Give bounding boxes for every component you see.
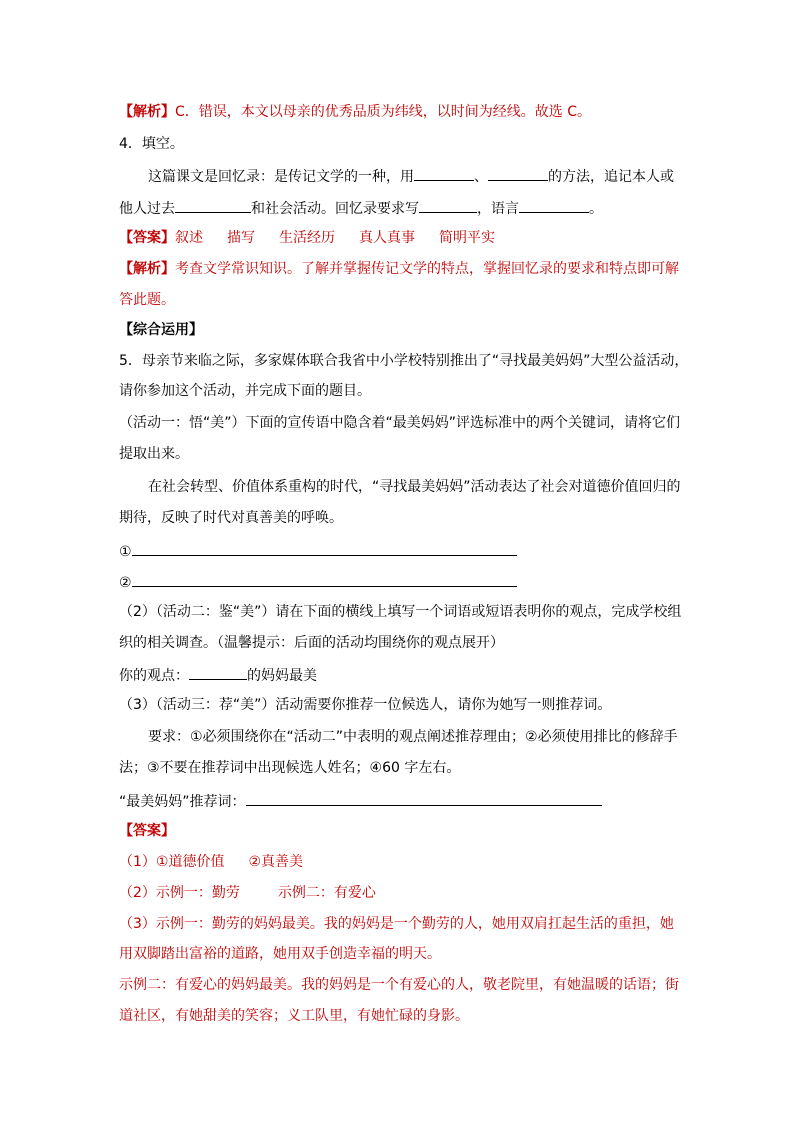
q5-blank1 <box>119 540 517 562</box>
q5-activity1-line1: （活动一：悟“美”）下面的宣传语中隐含着“最美妈妈”评选标准中的两个关键词，请将它们 <box>119 415 681 431</box>
q4-answer <box>119 228 495 248</box>
analysis-tag: 【解析】 <box>119 261 175 277</box>
recommend-blank[interactable] <box>246 790 602 806</box>
q5-answer3-line2: 用双脚踏出富裕的道路，她用双手创造幸福的明天。 <box>119 946 441 962</box>
answer-blank[interactable] <box>132 540 517 556</box>
q5-answer3-line1: （3）示例一：勤劳的妈妈最美。我的妈妈是一个勤劳的人，她用双肩扛起生活的重担，她 <box>119 916 674 932</box>
answer-blank[interactable] <box>419 197 477 213</box>
view-prefix: 你的观点： <box>119 668 189 684</box>
answer-tag: 【答案】 <box>119 230 175 246</box>
prompt-text: 他人过去 <box>119 201 175 217</box>
analysis-tag: 【解析】 <box>119 104 175 120</box>
q5-answer2 <box>119 883 376 903</box>
q5-answer3-line3: 示例二：有爱心的妈妈最美。我的妈妈是一个有爱心的人，敬老院里，有她温暖的话语；街 <box>119 977 679 993</box>
section-title: 【综合运用】 <box>119 322 203 338</box>
blank-label: ① <box>119 544 132 560</box>
q5-answer3-line4: 道社区，有她甜美的笑容；义工队里，有她忙碌的身影。 <box>119 1008 469 1024</box>
q5-slogan-line1: 在社会转型、价值体系重构的时代，“寻找最美妈妈”活动表达了社会对道德价值回归的 <box>148 479 681 495</box>
q5-requirement-line2: 法；③不要在推荐词中出现候选人姓名；④60 字左右。 <box>119 760 461 776</box>
view-suffix: 的妈妈最美 <box>247 668 317 684</box>
answer-item: 真人真事 <box>359 230 415 246</box>
q5-activity3-line: （3）（活动三：荐“美”）活动需要你推荐一位候选人，请你为她写一则推荐词。 <box>119 697 612 713</box>
q4-title: 4．填空。 <box>119 136 184 152</box>
recommend-label: “最美妈妈”推荐词： <box>119 794 246 810</box>
prompt-text: 的方法，追记本人或 <box>548 169 674 185</box>
q5-view-line <box>119 664 317 686</box>
answer-blank[interactable] <box>519 197 589 213</box>
answer-item: 描写 <box>227 230 255 246</box>
answer-text: （2）示例一：勤劳 <box>119 885 240 901</box>
q5-activity2-line1: （2）（活动二：鉴“美”）请在下面的横线上填写一个词语或短语表明你的观点，完成学校组 <box>119 604 682 620</box>
analysis-text: 考查文学常识知识。了解并掌握传记文学的特点，掌握回忆录的要求和特点即可解 <box>175 261 679 277</box>
answer-blank[interactable] <box>175 197 251 213</box>
q4-prompt-line2 <box>119 197 603 219</box>
q5-blank2 <box>119 571 517 593</box>
answer-blank[interactable] <box>414 165 474 181</box>
q5-requirement-line1: 要求：①必须围绕你在“活动二”中表明的观点阐述推荐理由；②必须使用排比的修辞手 <box>148 729 678 745</box>
q4-prompt-line1 <box>148 165 674 187</box>
q5-activity1-line2: 提取出来。 <box>119 446 189 462</box>
answer-blank[interactable] <box>132 571 517 587</box>
answer-blank[interactable] <box>488 165 548 181</box>
q5-intro-line1: 5．母亲节来临之际，多家媒体联合我省中小学校特别推出了“寻找最美妈妈”大型公益活动， <box>119 353 689 369</box>
prompt-text: 。 <box>589 201 603 217</box>
prompt-text: 这篇课文是回忆录：是传记文学的一种，用 <box>148 169 414 185</box>
answer-item: 生活经历 <box>279 230 335 246</box>
q3-analysis <box>119 102 591 122</box>
answer-item: 简明平实 <box>439 230 495 246</box>
q5-activity2-line2: 织的相关调查。（温馨提示：后面的活动均围绕你的观点展开） <box>119 635 504 651</box>
q5-answer1 <box>119 852 303 872</box>
prompt-text: 、 <box>474 169 488 185</box>
q4-analysis-line1 <box>119 259 679 279</box>
q5-recommend-line <box>119 790 602 812</box>
q5-answer-tag: 【答案】 <box>119 823 175 839</box>
prompt-text: ，语言 <box>477 201 519 217</box>
q5-slogan-line2: 期待，反映了时代对真善美的呼唤。 <box>119 510 343 526</box>
view-blank[interactable] <box>189 664 247 680</box>
blank-label: ② <box>119 575 132 591</box>
q4-analysis-line2: 答此题。 <box>119 292 175 308</box>
answer-text: （1）①道德价值 <box>119 854 225 870</box>
answer-text: ②真善美 <box>248 854 304 870</box>
answer-text: 示例二：有爱心 <box>277 885 376 901</box>
analysis-text: C．错误，本文以母亲的优秀品质为纬线，以时间为经线。故选 C。 <box>175 104 591 120</box>
prompt-text: 和社会活动。回忆录要求写 <box>251 201 419 217</box>
q5-intro-line2: 请你参加这个活动，并完成下面的题目。 <box>119 383 371 399</box>
answer-item: 叙述 <box>175 230 203 246</box>
